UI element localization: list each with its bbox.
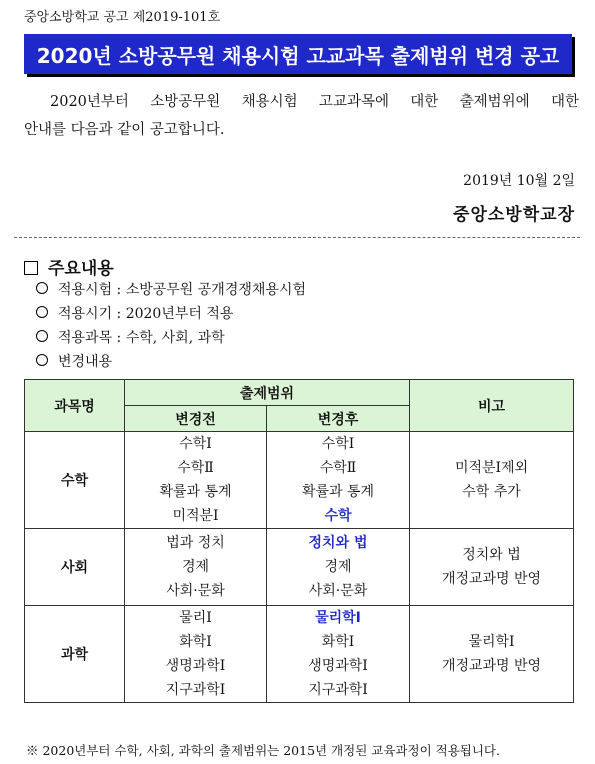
list-item: 적용시험 : 소방공무원 공개경쟁채용시험 (36, 278, 306, 302)
summary-list (36, 278, 306, 374)
intro-paragraph (24, 88, 579, 144)
note-cell: 정치와 법 개정교과명 반영 (410, 529, 574, 606)
after-cell: 물리학Ⅰ 화학Ⅰ 생명과학Ⅰ 지구과학Ⅰ (267, 606, 410, 703)
subject-cell: 수학 (25, 432, 125, 529)
square-bullet-icon (24, 261, 38, 275)
changed-item: 수학 (324, 508, 352, 524)
announcement-title-text: 2020년 소방공무원 채용시험 고교과목 출제범위 변경 공고 (36, 43, 560, 68)
before-cell: 수학Ⅰ 수학Ⅱ 확률과 통계 미적분Ⅰ (125, 432, 267, 529)
scope-change-table (24, 379, 574, 703)
table-row (25, 432, 574, 529)
header-after: 변경후 (267, 406, 410, 432)
signer: 중앙소방학교장 (453, 205, 575, 225)
table-row (25, 606, 574, 703)
list-item: 적용과목 : 수학, 사회, 과학 (36, 326, 306, 350)
footnote: ※ 2020년부터 수학, 사회, 과학의 출제범위는 2015년 개정된 교육과정이 적용됩니다. (26, 743, 500, 758)
intro-line-2: 안내를 다음과 같이 공고합니다. (24, 122, 225, 138)
intro-line-1: 2020년부터 소방공무원 채용시험 고교과목에 대한 출제범위에 대한 (50, 94, 579, 110)
document-number: 중앙소방학교 공고 제2019-101호 (24, 10, 221, 25)
subject-cell: 사회 (25, 529, 125, 606)
changed-item: 물리학Ⅰ (315, 610, 361, 626)
after-cell: 수학Ⅰ 수학Ⅱ 확률과 통계 수학 (267, 432, 410, 529)
announcement-date: 2019년 10월 2일 (463, 173, 575, 189)
header-note: 비고 (410, 380, 574, 432)
circle-bullet-icon (36, 330, 48, 342)
section-title-text: 주요내용 (48, 259, 114, 279)
table-header-row (25, 380, 574, 406)
note-cell: 미적분Ⅰ제외 수학 추가 (410, 432, 574, 529)
announcement-title (24, 34, 572, 74)
table-row (25, 529, 574, 606)
before-cell: 법과 정치 경제 사회·문화 (125, 529, 267, 606)
divider (14, 237, 580, 238)
list-item: 적용시기 : 2020년부터 적용 (36, 302, 306, 326)
header-scope: 출제범위 (125, 380, 410, 406)
circle-bullet-icon (36, 282, 48, 294)
list-item: 변경내용 (36, 350, 306, 374)
header-subject: 과목명 (25, 380, 125, 432)
subject-cell: 과학 (25, 606, 125, 703)
changed-item: 정치와 법 (308, 535, 368, 551)
after-cell: 정치와 법 경제 사회·문화 (267, 529, 410, 606)
header-before: 변경전 (125, 406, 267, 432)
note-cell: 물리학Ⅰ 개정교과명 반영 (410, 606, 574, 703)
before-cell: 물리Ⅰ 화학Ⅰ 생명과학Ⅰ 지구과학Ⅰ (125, 606, 267, 703)
section-title (24, 254, 114, 279)
circle-bullet-icon (36, 306, 48, 318)
circle-bullet-icon (36, 354, 48, 366)
